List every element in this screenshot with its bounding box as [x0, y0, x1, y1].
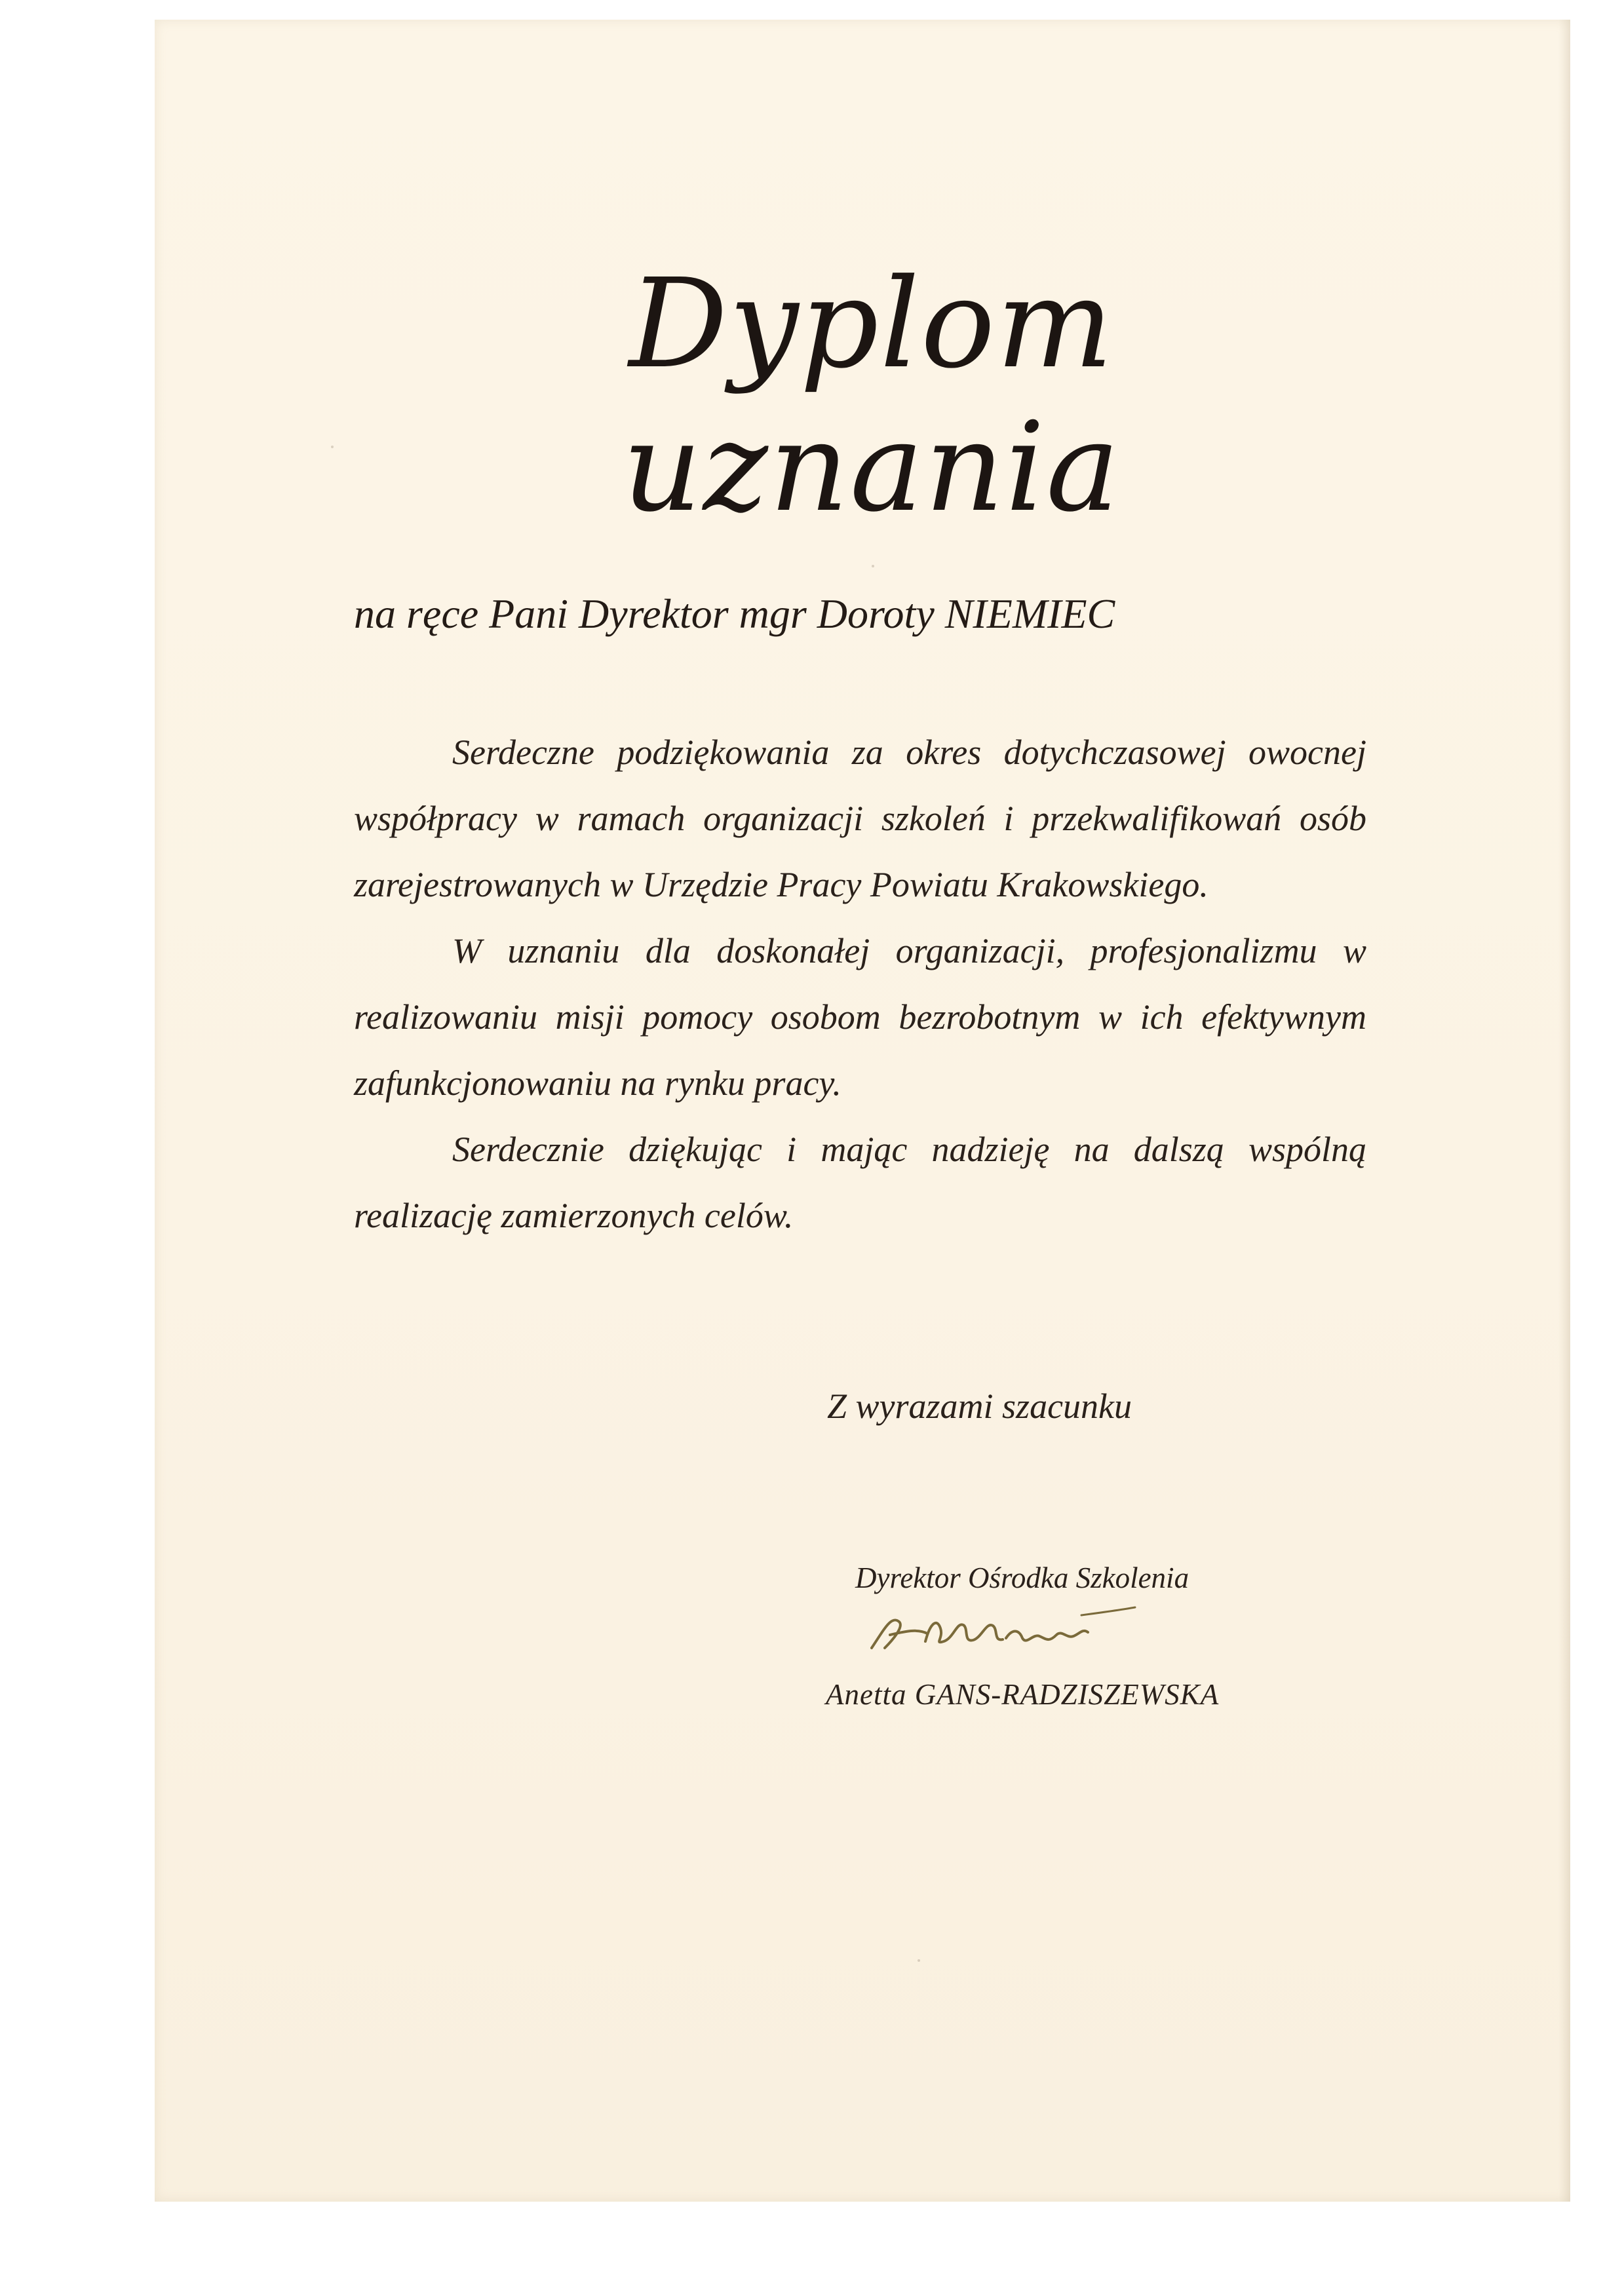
paragraph-thanks: Serdeczne podziękowania za okres dotychczasowej owocnej współpracy w ramach organizacji szkoleń i przekwalifikowań osób zarejestrowanych w Urzędzie Pracy Powiatu Krakowskiego. [354, 733, 1366, 904]
paper-edge-shadow [1558, 20, 1570, 2202]
handwritten-signature [865, 1602, 1140, 1661]
paper-speck [872, 565, 874, 567]
signer-role: Dyrektor Ośrodka Szkolenia [855, 1561, 1189, 1594]
addressee-line: na ręce Pani Dyrektor mgr Doroty NIEMIEC [354, 590, 1115, 637]
signer-name: Anetta GANS-RADZISZEWSKA [826, 1678, 1220, 1711]
diploma-title: Dyplom uznania [622, 252, 1121, 539]
paper-speck [918, 1959, 920, 1962]
body-text [354, 719, 1366, 1249]
closing-salutation: Z wyrazami szacunku [827, 1387, 1132, 1426]
paper-speck [331, 446, 334, 448]
paragraph-closing-wish: Serdecznie dziękując i mając nadzieję na dalszą wspólną realizację zamierzonych celów. [354, 1130, 1366, 1235]
paragraph-recognition: W uznaniu dla doskonałej organizacji, profesjonalizmu w realizowaniu misji pomocy osobom bezrobotnym w ich efektywnym zafunkcjonowaniu na rynku pracy. [354, 931, 1366, 1103]
